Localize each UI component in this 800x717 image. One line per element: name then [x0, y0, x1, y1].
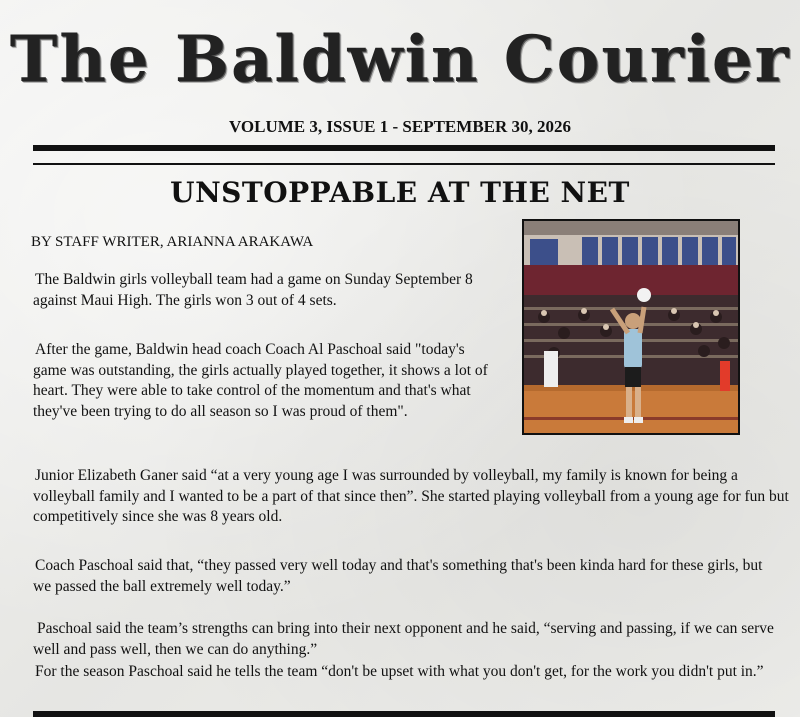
masthead-rule-thin: [33, 163, 775, 165]
paragraph-4: Coach Paschoal said that, “they passed very well today and that's something that's been kinda hard for these girls, but we passed the ball extremely well today.”: [33, 557, 763, 595]
paragraph-6: For the season Paschoal said he tells the team “don't be upset with what you don't get, for the work you didn't put in.”: [35, 663, 764, 680]
paragraph-3: Junior Elizabeth Ganer said “at a very young age I was surrounded by volleyball, my family is known for being a volleyball family and I wanted to be a part of that since then”. She started playing volleyball from a young age for fun but competitively since she was 8 years old.: [33, 467, 789, 525]
article-headline: UNSTOPPABLE AT THE NET: [170, 176, 630, 209]
bottom-rule: [33, 711, 775, 717]
volleyball-game-photo-icon: [522, 219, 740, 435]
masthead-rule-thick: [33, 145, 775, 151]
issue-line: VOLUME 3, ISSUE 1 - SEPTEMBER 30, 2026: [228, 117, 572, 136]
paragraph-2: After the game, Baldwin head coach Coach Al Paschoal said "today's game was outstanding, the girls actually played together, it shows a lot of heart. They were able to take control of the momentum and that's what they've been trying to do all season so I was proud of them".: [33, 341, 488, 420]
paragraph-1: The Baldwin girls volleyball team had a game on Sunday September 8 against Maui High. The girls won 3 out of 4 sets.: [33, 271, 473, 309]
masthead-title: The Baldwin Courier: [9, 22, 791, 97]
paragraph-5: Paschoal said the team’s strengths can bring into their next opponent and he said, “serving and passing, if we can serve well and pass well, then we can do anything.”: [33, 620, 774, 658]
article-byline: BY STAFF WRITER, ARIANNA ARAKAWA: [31, 234, 314, 250]
